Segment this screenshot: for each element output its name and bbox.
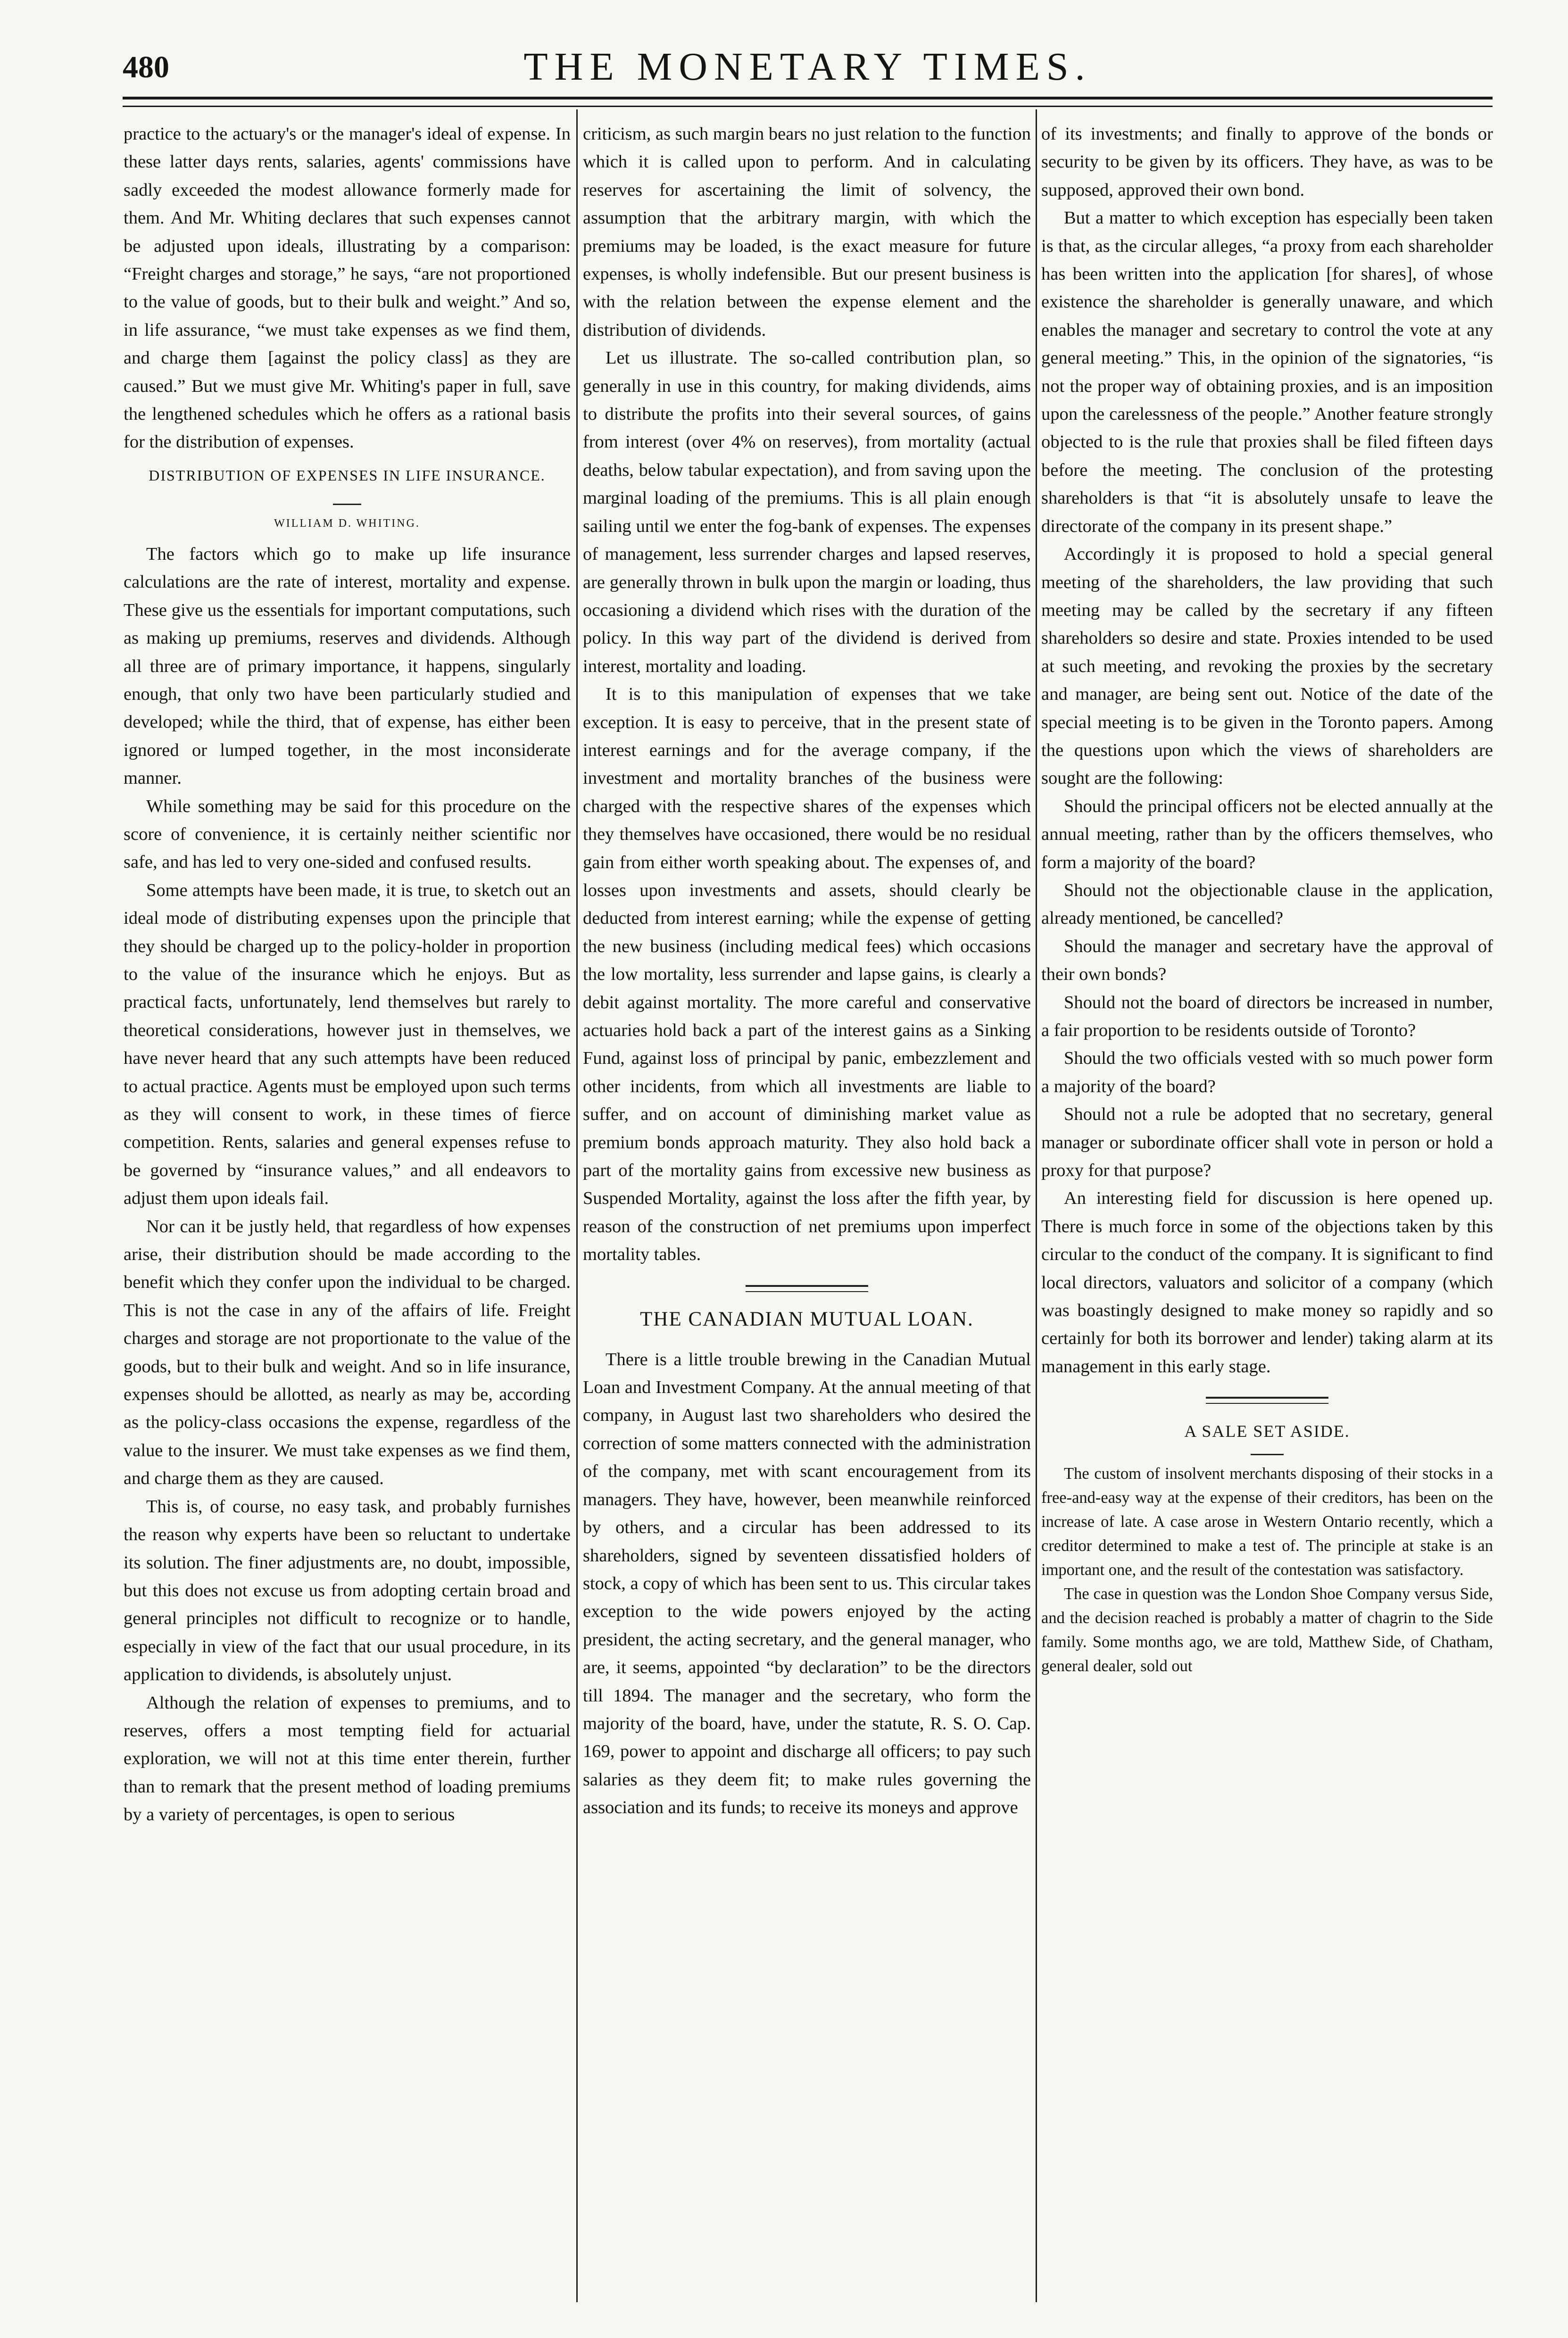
- question: Should the two officials vested with so much power form a majority of the board?: [1041, 1048, 1493, 1096]
- section-divider: [1206, 1397, 1328, 1404]
- journal-title: THE MONETARY TIMES.: [523, 45, 1092, 89]
- question: Should not the objectionable clause in the application, already mentioned, be cancelled?: [1041, 880, 1493, 929]
- paragraph: An interesting field for discussion is here opened up. There is much force in some of the objections taken by this circular to the conduct of the company. It is significant to find local directors, valuators and solicitor of a company (which was boastingly designed to make money so rapidly and so certainly for both its borrower and lender) taking alarm at its management in this early stage.: [1041, 1188, 1493, 1376]
- column-divider: [1036, 109, 1037, 2302]
- paragraph: practice to the actuary's or the manager's ideal of expense. In these latter days rents, salaries, agents' commissions have sadly exceeded the modest allowance formerly made for them. And Mr. Whiting declares that such expenses cannot be adjusted upon ideals, illustrating by a comparison: “Freight charges and storage,” he says, “are not proportioned to the value of goods, but to their bulk and weight.” And so, in life assurance, “we must take expenses as we find them, and charge them [against the policy class] as they are caused.” But we must give Mr. Whiting's paper in full, save the lengthened schedules which he offers as a rational basis for the distribution of expenses.: [124, 124, 571, 452]
- paragraph: The factors which go to make up life insurance calculations are the rate of interest, mortality and expense. These give us the essentials for important computations, such as making up premiums, reserves and dividends. Although all three are of primary importance, it happens, singularly enough, that only two have been particularly studied and developed; while the third, that of expense, has either been ignored or lumped together, in the most inconsiderate manner.: [124, 544, 571, 788]
- paragraph: criticism, as such margin bears no just relation to the function which it is called upon to perform. And in calculating reserves for ascertaining the limit of solvency, the assumption that the arbitrary margin, with which the premiums may be loaded, is the exact measure for future expenses, is wholly indefensible. But our present business is with the relation between the expense element and the distribution of dividends.: [583, 124, 1031, 340]
- paragraph: Although the relation of expenses to premiums, and to reserves, offers a most tempting field for actuarial exploration, we will not at this time enter therein, further than to remark that the present method of loading premiums by a variety of percentages, is open to serious: [124, 1692, 571, 1825]
- article-author: WILLIAM D. WHITING.: [274, 517, 420, 530]
- column-divider: [576, 109, 578, 2302]
- masthead-rule-thin: [123, 106, 1493, 107]
- paragraph: While something may be said for this procedure on the score of convenience, it is certainly neither scientific nor safe, and has led to very one-sided and confused results.: [124, 796, 571, 872]
- question: Should the manager and secretary have the approval of their own bonds?: [1041, 936, 1493, 985]
- article-subheading: DISTRIBUTION OF EXPENSES IN LIFE INSURANCE.: [149, 466, 546, 484]
- column-middle: [583, 120, 1031, 1822]
- paragraph: There is a little trouble brewing in the Canadian Mutual Loan and Investment Company. At the annual meeting of that company, in August last two shareholders who desired the correction of some matters connected with the administration of the company, met with scant encouragement from its managers. They have, however, been meanwhile reinforced by others, and a circular has been addressed to its shareholders, signed by seventeen dissatisfied holders of stock, a copy of which has been sent to us. This circular takes exception to the wide powers enjoyed by the acting president, the acting secretary, and the general manager, who are, it seems, appointed “by declaration” to be the directors till 1894. The manager and the secretary, who form the majority of the board, have, under the statute, R. S. O. Cap. 169, power to appoint and discharge all officers; to pay such salaries as they deem fit; to make rules governing the association and its funds; to receive its moneys and approve: [583, 1349, 1031, 1818]
- paragraph: Some attempts have been made, it is true, to sketch out an ideal mode of distributing expenses upon the principle that they should be charged up to the policy-holder in proportion to the value of the insurance which he enjoys. But as practical facts, unfortunately, lend themselves but rarely to theoretical considerations, however just in themselves, we have never heard that any such attempts have been reduced to actual practice. Agents must be employed upon such terms as they will consent to work, in these times of fierce competition. Rents, salaries and general expenses refuse to be governed by “insurance values,” and all endeavors to adjust them upon ideals fail.: [124, 880, 571, 1209]
- column-right: [1041, 120, 1493, 1678]
- paragraph: But a matter to which exception has especially been taken is that, as the circular alleges, “a proxy from each shareholder has been written into the application [for shares], of whose existence the shareholder is generally unaware, and which enables the manager and secretary to control the vote at any general meeting.” This, in the opinion of the signatories, “is not the proper way of obtaining proxies, and is an imposition upon the carelessness of the people.” Another feature strongly objected to is the rule that proxies shall be filed fifteen days before the meeting. The conclusion of the protesting shareholders is that “it is absolutely unsafe to leave the directorate of the company in its present shape.”: [1041, 208, 1493, 536]
- paragraph: of its investments; and finally to approve of the bonds or security to be given by its officers. They have, as was to be supposed, approved their own bond.: [1041, 124, 1493, 200]
- column-left: [124, 120, 571, 1829]
- section-heading: THE CANADIAN MUTUAL LOAN.: [640, 1308, 974, 1330]
- page-number: 480: [123, 50, 169, 84]
- question: Should not the board of directors be increased in number, a fair proportion to be residents outside of Toronto?: [1041, 992, 1493, 1040]
- question: Should not a rule be adopted that no secretary, general manager or subordinate officer shall vote in person or hold a proxy for that purpose?: [1041, 1104, 1493, 1181]
- masthead: [123, 45, 1493, 101]
- paragraph: Let us illustrate. The so-called contribution plan, so generally in use in this country, for making dividends, aims to distribute the profits into their several sources, of gains from interest (over 4% on reserves), from mortality (actual deaths, below tabular expectation), and from saving upon the marginal loading of the premiums. This is all plain enough sailing until we enter the fog-bank of expenses. The expenses of management, less surrender charges and lapsed reserves, are generally thrown in bulk upon the margin or loading, thus occasioning a dividend which rises with the duration of the policy. In this way part of the dividend is derived from interest, mortality and loading.: [583, 348, 1031, 676]
- author-dash: [333, 504, 361, 505]
- heading-dash: [1251, 1454, 1284, 1455]
- paragraph: The custom of insolvent merchants disposing of their stocks in a free-and-easy way at the expense of their creditors, has been on the increase of late. A case arose in Western Ontario recently, which a creditor determined to make a test of. The principle at stake is an important one, and the result of the contestation was satisfactory.: [1041, 1465, 1493, 1579]
- paragraph: It is to this manipulation of expenses that we take exception. It is easy to perceive, that in the present state of interest earnings and for the average company, if the investment and mortality branches of the business were charged with the respective shares of the expenses which they themselves have occasioned, there would be no residual gain from either worth speaking about. The expenses of, and losses upon investments and assets, should clearly be deducted from interest earning; while the expense of getting the new business (including medical fees) which occasions the low mortality, less surrender and lapse gains, is clearly a debit against mortality. The more careful and conservative actuaries hold back a part of the interest gains as a Sinking Fund, against loss of principal by panic, embezzlement and other incidents, from which all investments are liable to suffer, and on account of diminishing market value as premium bonds approach maturity. They also hold back a part of the mortality gains from excessive new business as Suspended Mortality, against the loss after the fifth year, by reason of the construction of net premiums upon imperfect mortality tables.: [583, 684, 1031, 1265]
- masthead-rule-thick: [123, 97, 1493, 99]
- section-divider: [746, 1285, 868, 1292]
- paragraph: The case in question was the London Shoe Company versus Side, and the decision reached is probably a matter of chagrin to the Side family. Some months ago, we are told, Matthew Side, of Chatham, general dealer, sold out: [1041, 1585, 1493, 1675]
- question: Should the principal officers not be elected annually at the annual meeting, rather than by the officers themselves, who form a majority of the board?: [1041, 796, 1493, 872]
- paragraph: Accordingly it is proposed to hold a special general meeting of the shareholders, the law providing that such meeting may be called by the secretary if any fifteen shareholders so desire and state. Proxies intended to be used at such meeting, and revoking the proxies by the secretary and manager, are being sent out. Notice of the date of the special meeting is to be given in the Toronto papers. Among the questions upon which the views of shareholders are sought are the following:: [1041, 544, 1493, 788]
- paragraph: Nor can it be justly held, that regardless of how expenses arise, their distribution should be made according to the benefit which they confer upon the individual to be charged. This is not the case in any of the affairs of life. Freight charges and storage are not proportionate to the value of the goods, but to their bulk and weight. And so in life insurance, expenses should be allotted, as nearly as may be, according as the policy-class occasions the expense, regardless of the value to the insurer. We must take expenses as we find them, and charge them as they are caused.: [124, 1216, 571, 1489]
- paragraph: This is, of course, no easy task, and probably furnishes the reason why experts have been so reluctant to undertake its solution. The finer adjustments are, no doubt, impossible, but this does not excuse us from adopting certain broad and general principles not difficult to recognize or to handle, especially in view of the fact that our usual procedure, in its application to dividends, is absolutely unjust.: [124, 1496, 571, 1685]
- section-heading: A SALE SET ASIDE.: [1184, 1422, 1350, 1441]
